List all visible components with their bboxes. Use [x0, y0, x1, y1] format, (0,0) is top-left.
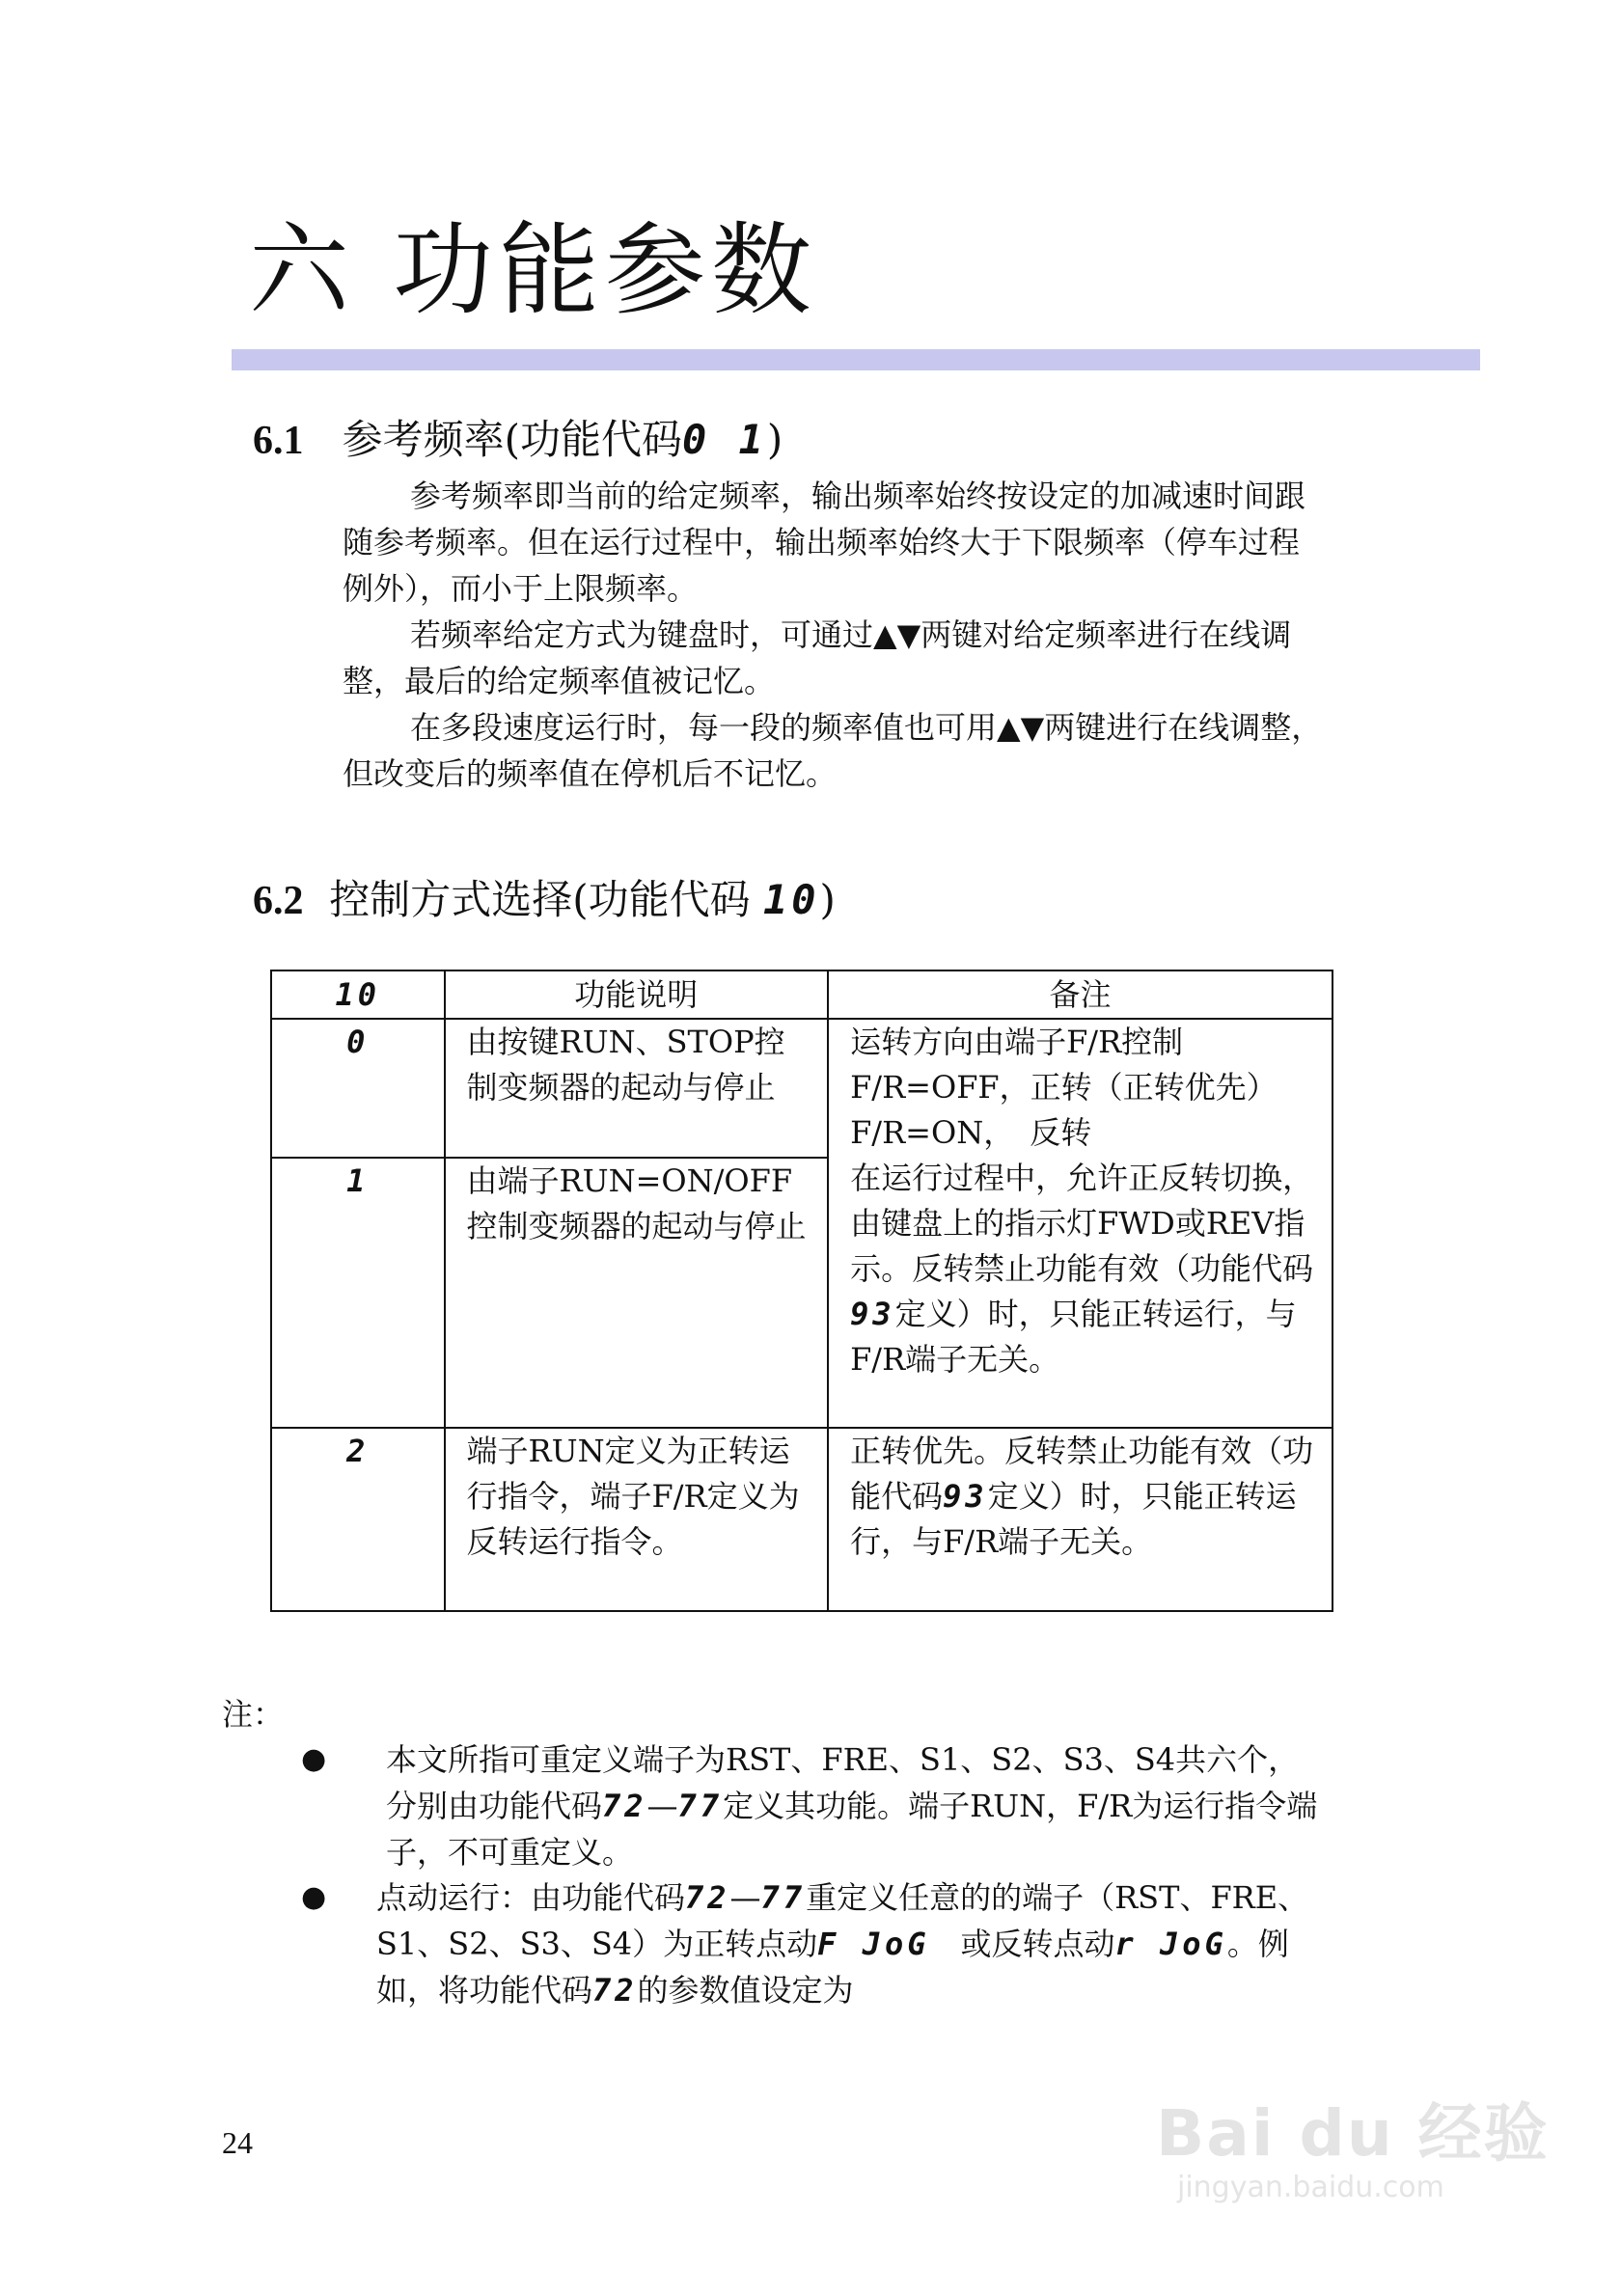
code-display: 93: [943, 1478, 988, 1515]
section-title-close: ): [766, 416, 783, 463]
table-header-row: [271, 970, 1333, 1019]
row-description: 由端子RUN=ON/OFF控制变频器的起动与停止: [445, 1158, 829, 1428]
note-text: 本文所指可重定义端子为RST、FRE、S1、S2、S3、S4共六个，分别由功能代码: [386, 1741, 1300, 1824]
row-code: [271, 1158, 445, 1428]
table-row: [271, 1428, 1333, 1611]
watermark-logo: Bai du 经验: [1156, 2096, 1550, 2171]
code-display: 2: [346, 1433, 370, 1469]
paragraph: 若频率给定方式为键盘时，可通过▲▼两键对给定频率进行在线调整，最后的给定频率值被记忆。: [343, 616, 1292, 699]
row-remark: [828, 1019, 1333, 1428]
remark-line: 运转方向由端子F/R控制: [850, 1024, 1184, 1060]
section-6-1-heading: [253, 416, 783, 463]
remark-line: F/R=OFF，正转（正转优先）: [850, 1069, 1278, 1106]
table-row: [271, 1019, 1333, 1158]
section-6-1-body: [343, 473, 1327, 797]
control-mode-table: [270, 970, 1333, 1612]
section-number: 6.1: [253, 419, 304, 463]
header-code: [271, 970, 445, 1019]
remark-line: [850, 1156, 1320, 1382]
code-display: 77: [760, 1879, 807, 1916]
note-item: [386, 1736, 1327, 1875]
code-display: 72: [592, 1972, 638, 2009]
header-remark: 备注: [828, 970, 1333, 1019]
code-display: 72: [685, 1879, 730, 1916]
note-item: [376, 1874, 1327, 2013]
page-number: 24: [222, 2125, 253, 2160]
chapter-title: 六 功能参数: [249, 211, 818, 329]
code-display: 1: [346, 1162, 370, 1199]
row-code: [271, 1019, 445, 1158]
note-text: 重定义任意的的端子（RST、FRE、S1、S2、S3、S4）为正转点动: [376, 1879, 1309, 1962]
remark-text: 定义）时，只能正转运行，与F/R端子无关。: [850, 1478, 1297, 1560]
note-text: 定义其功能。端子RUN，F/R为运行指令端子，不可重定义。: [386, 1788, 1318, 1871]
remark-text: 定义）时，只能正转运行，与F/R端子无关。: [850, 1296, 1297, 1378]
note-text: 。例如，将功能代码: [376, 1926, 1289, 2009]
section-title: 控制方式选择(功能代码: [329, 876, 751, 923]
dash: —: [729, 1879, 761, 1916]
header-description: 功能说明: [445, 970, 829, 1019]
note-text: 点动运行：由功能代码: [376, 1879, 686, 1916]
bullet-icon: ●: [301, 1880, 327, 1914]
section-title-close: ): [819, 876, 836, 923]
code-display: 72: [602, 1788, 647, 1824]
code-display: F JoG: [817, 1926, 930, 1962]
remark-text: 在运行过程中，允许正反转切换，由键盘上的指示灯FWD或REV指示。反转禁止功能有效（功能代码: [850, 1160, 1314, 1287]
code-display: 77: [677, 1788, 724, 1824]
code-display: 93: [850, 1296, 895, 1332]
paragraph: 参考频率即当前的给定频率，输出频率始终按设定的加减速时间跟随参考频率。但在运行过程中，输出频率始终大于下限频率（停车过程例外），而小于上限频率。: [343, 478, 1306, 607]
code-display: 10: [335, 976, 381, 1013]
code-display: r JoG: [1114, 1926, 1227, 1962]
function-code-display: 10: [762, 876, 820, 923]
section-number: 6.2: [253, 879, 304, 923]
chapter-rule: [232, 349, 1480, 370]
dash: —: [646, 1788, 678, 1824]
section-title: 参考频率(功能代码: [342, 416, 682, 463]
row-description: 端子RUN定义为正转运行指令，端子F/R定义为反转运行指令。: [445, 1428, 829, 1611]
section-6-2-heading: [253, 876, 836, 923]
watermark-url: jingyan.baidu.com: [1177, 2171, 1444, 2204]
paragraph: 在多段速度运行时，每一段的频率值也可用▲▼两键进行在线调整，但改变后的频率值在停机后不记忆。: [343, 709, 1323, 792]
row-description: 由按键RUN、STOP控制变频器的起动与停止: [445, 1019, 829, 1158]
remark-text: 正转优先。反转禁止功能有效（功能代码: [850, 1433, 1314, 1515]
row-remark: [828, 1428, 1333, 1611]
function-code-display: 0 1: [681, 416, 767, 463]
remark-line: F/R=ON， 反转: [850, 1114, 1092, 1151]
notes-label: 注：: [222, 1696, 285, 1733]
note-text: 的参数值设定为: [637, 1972, 854, 2009]
note-text: 或反转点动: [929, 1926, 1115, 1962]
bullet-icon: ●: [301, 1742, 327, 1776]
code-display: 0: [346, 1024, 370, 1060]
row-code: [271, 1428, 445, 1611]
